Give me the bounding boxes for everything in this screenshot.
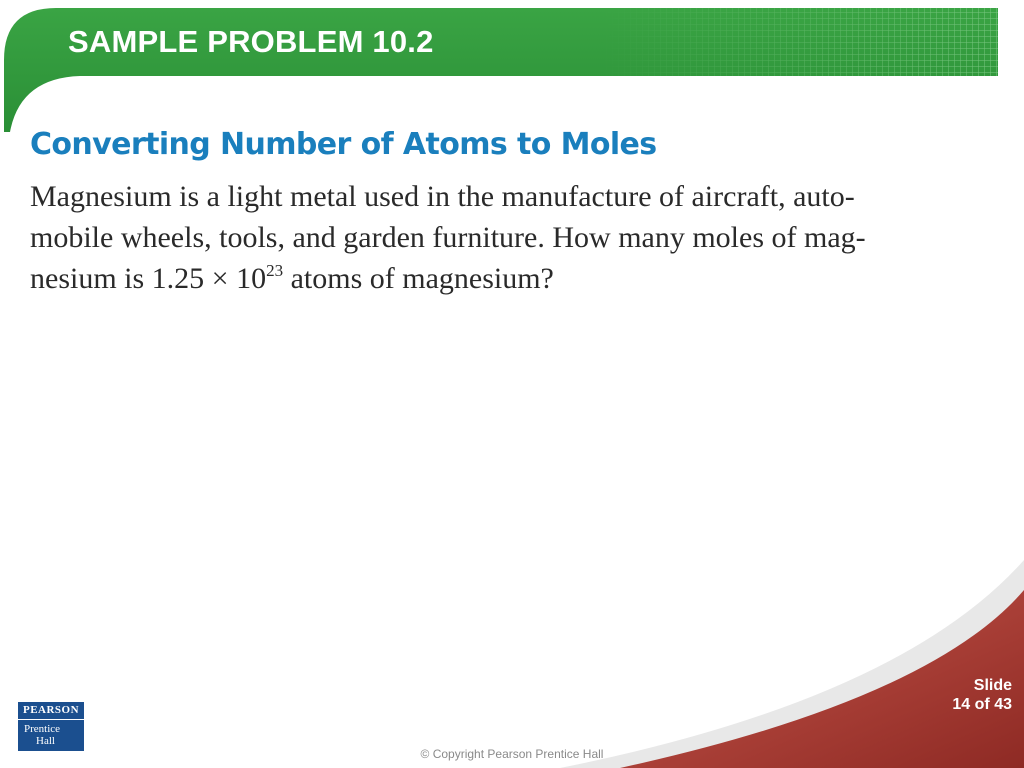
exponent: 23 bbox=[266, 261, 284, 280]
copyright-notice: © Copyright Pearson Prentice Hall bbox=[420, 747, 604, 761]
problem-subtitle: Converting Number of Atoms to Moles bbox=[30, 127, 657, 162]
problem-line-2: mobile wheels, tools, and garden furniture. How many moles of mag- bbox=[30, 221, 866, 254]
slide-counter bbox=[892, 676, 1012, 714]
logo-line-2: Hall bbox=[36, 735, 55, 747]
slide-label: Slide bbox=[973, 677, 1012, 694]
logo-line-1: Prentice bbox=[24, 723, 61, 735]
logo-bottom-text bbox=[24, 723, 82, 747]
pearson-logo bbox=[18, 702, 84, 751]
problem-line-3-end: atoms of magnesium? bbox=[283, 262, 554, 295]
problem-line-1: Magnesium is a light metal used in the manufacture of aircraft, auto- bbox=[30, 180, 855, 213]
slide-number: 14 of 43 bbox=[952, 696, 1012, 713]
logo-top-text: PEARSON bbox=[18, 702, 84, 720]
header-title: SAMPLE PROBLEM 10.2 bbox=[68, 24, 434, 59]
problem-line-3-start: nesium is 1.25 × 10 bbox=[30, 262, 267, 295]
